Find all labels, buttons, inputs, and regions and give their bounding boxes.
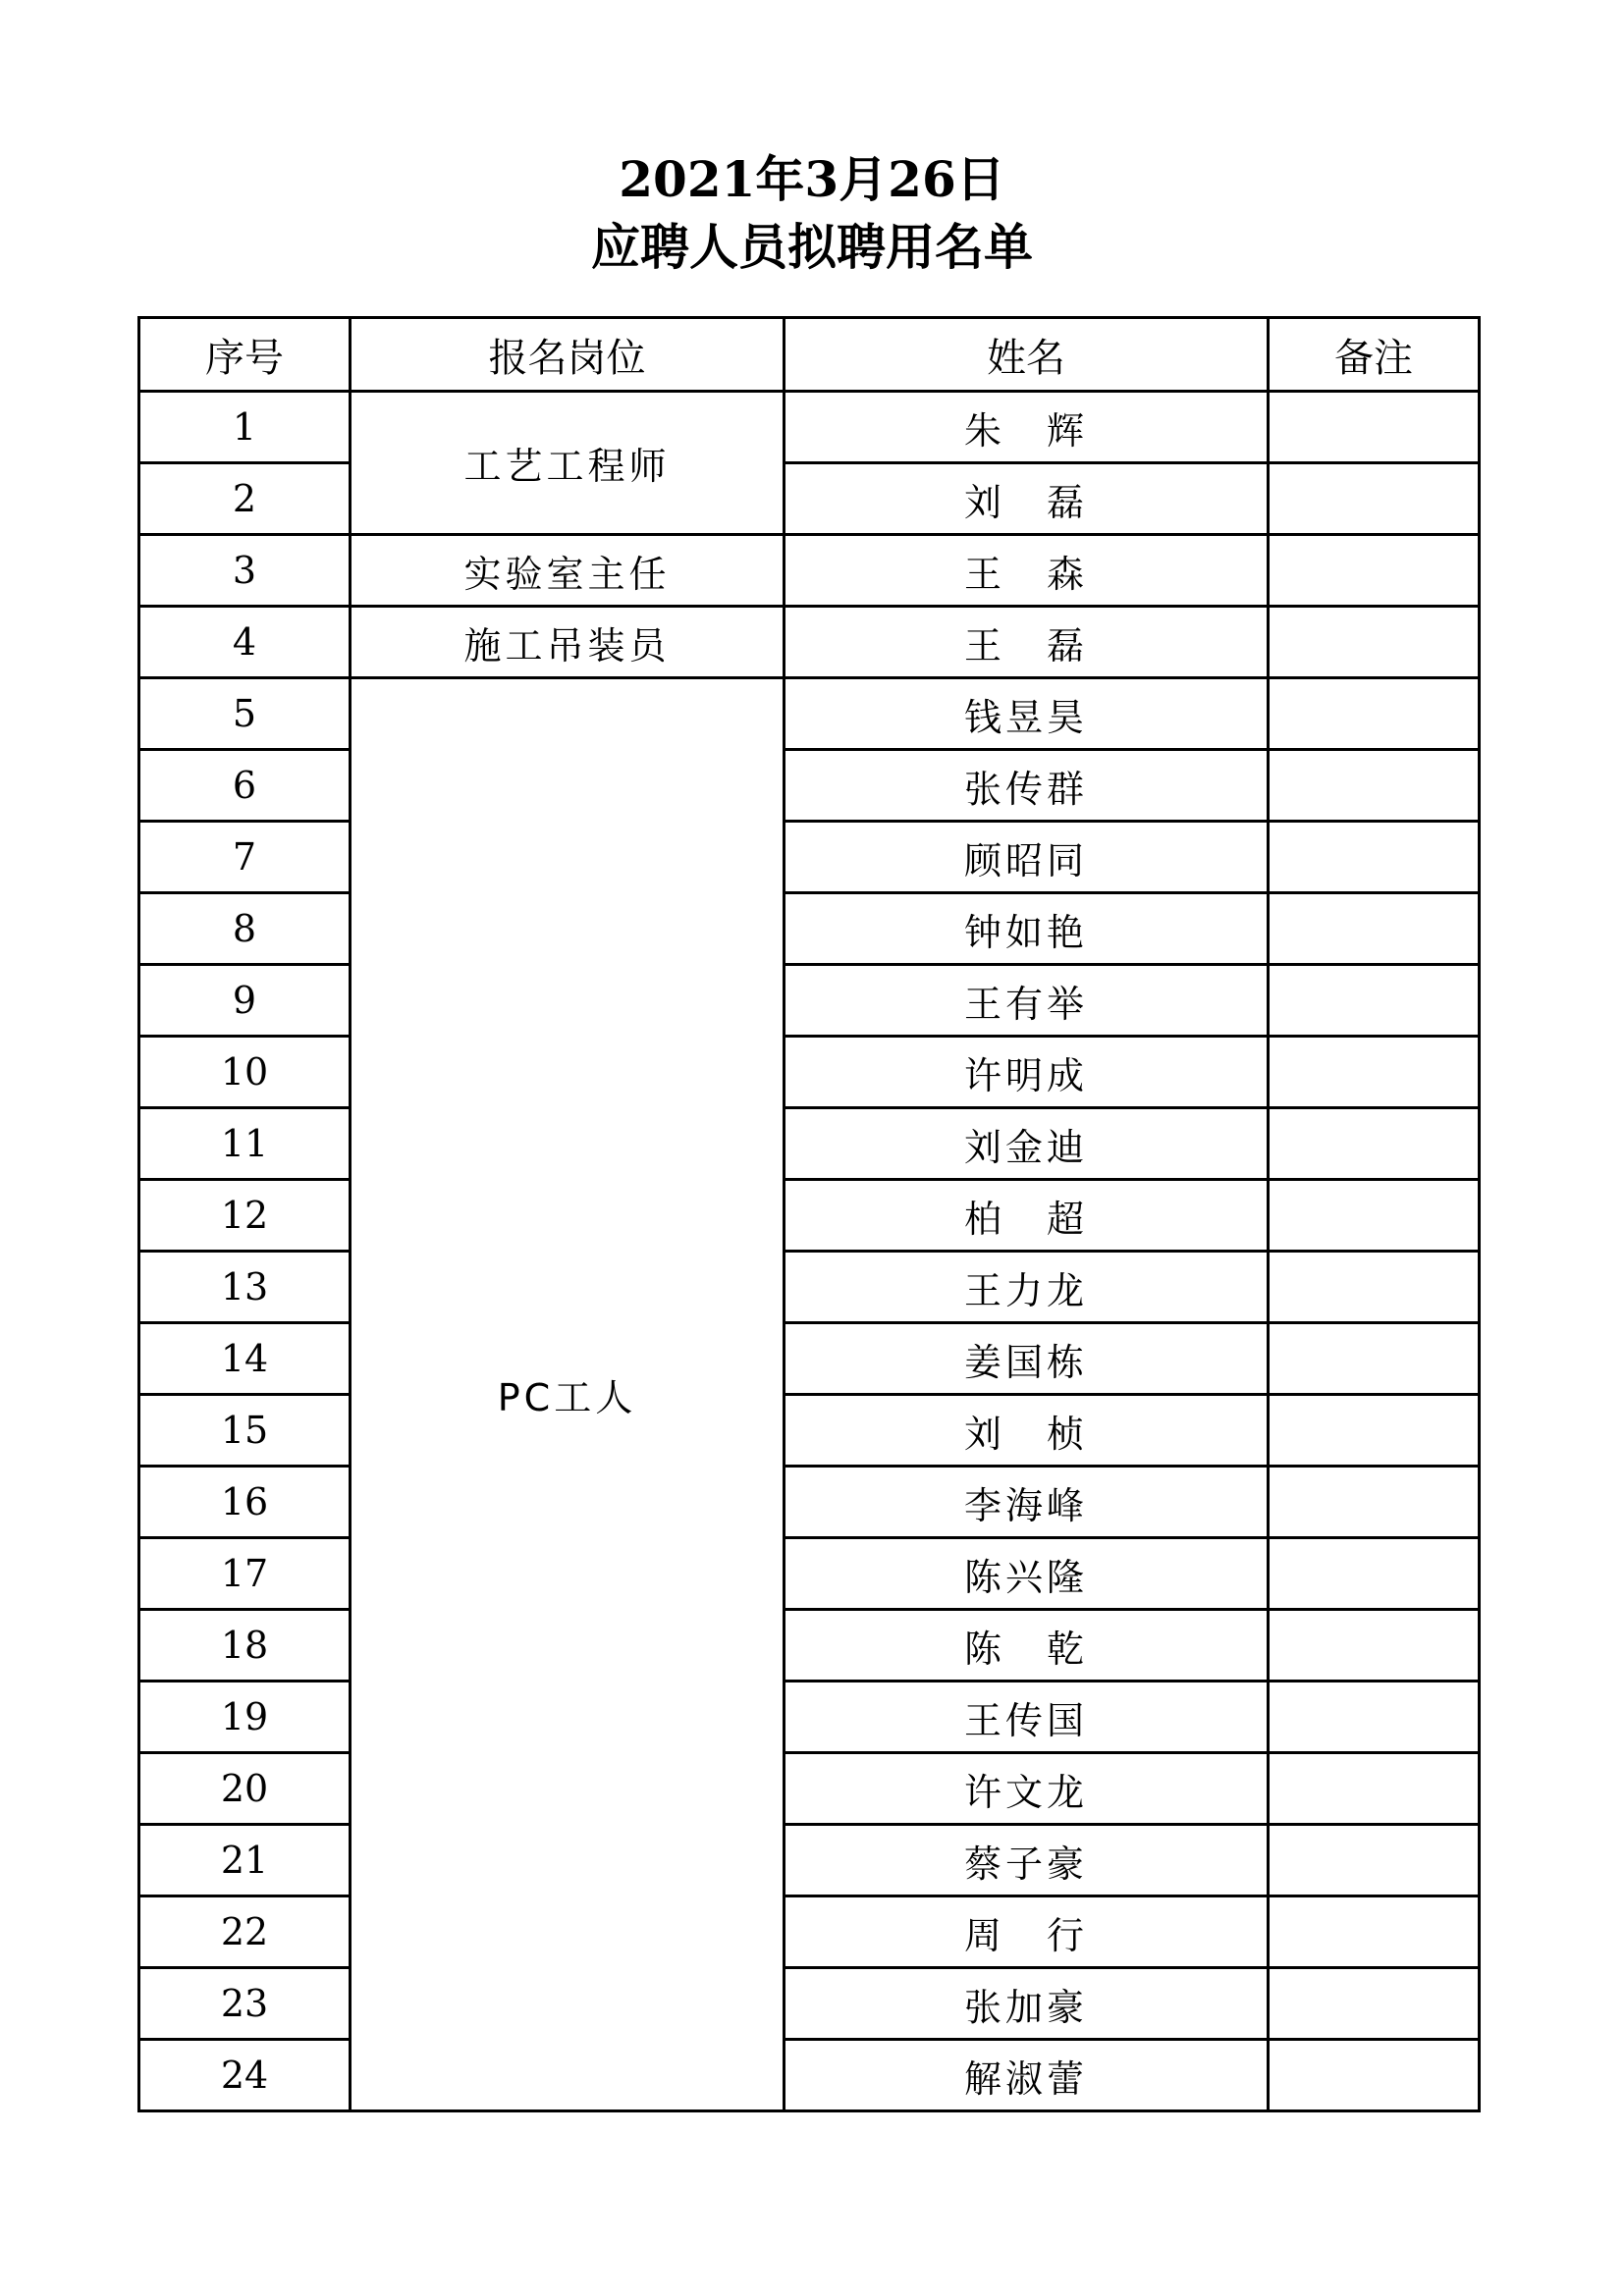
name-cell: 刘金迪 (785, 1108, 1269, 1180)
remarks-cell (1269, 1825, 1480, 1896)
position-cell: PC工人 (351, 678, 785, 2111)
table-row (139, 893, 1480, 965)
header-serial-number: 序号 (139, 318, 351, 392)
remarks-cell (1269, 2040, 1480, 2111)
remarks-cell (1269, 1180, 1480, 1252)
serial-number-cell: 13 (139, 1252, 351, 1323)
remarks-cell (1269, 1610, 1480, 1682)
serial-number-cell: 11 (139, 1108, 351, 1180)
remarks-cell (1269, 463, 1480, 535)
serial-number-cell: 17 (139, 1538, 351, 1610)
name-cell: 张传群 (785, 750, 1269, 822)
table-row (139, 1180, 1480, 1252)
name-cell: 王有举 (785, 965, 1269, 1037)
serial-number-cell: 23 (139, 1968, 351, 2040)
serial-number-cell: 3 (139, 535, 351, 607)
remarks-cell (1269, 1968, 1480, 2040)
remarks-cell (1269, 1108, 1480, 1180)
serial-number-cell: 14 (139, 1323, 351, 1395)
name-cell: 陈 乾 (785, 1610, 1269, 1682)
table-row (139, 535, 1480, 607)
name-cell: 王 磊 (785, 607, 1269, 678)
serial-number-cell: 1 (139, 392, 351, 463)
remarks-cell (1269, 1753, 1480, 1825)
remarks-cell (1269, 750, 1480, 822)
serial-number-cell: 24 (139, 2040, 351, 2111)
remarks-cell (1269, 1395, 1480, 1467)
serial-number-cell: 20 (139, 1753, 351, 1825)
name-cell: 许明成 (785, 1037, 1269, 1108)
serial-number-cell: 5 (139, 678, 351, 750)
table-row (139, 965, 1480, 1037)
serial-number-cell: 7 (139, 822, 351, 893)
serial-number-cell: 18 (139, 1610, 351, 1682)
name-cell: 陈兴隆 (785, 1538, 1269, 1610)
remarks-cell (1269, 1037, 1480, 1108)
position-cell: 施工吊装员 (351, 607, 785, 678)
table-row (139, 1538, 1480, 1610)
remarks-cell (1269, 1252, 1480, 1323)
table-row (139, 1610, 1480, 1682)
name-cell: 顾昭同 (785, 822, 1269, 893)
table-row (139, 1682, 1480, 1753)
document-title: 应聘人员拟聘用名单 (591, 218, 1033, 276)
table-row (139, 1252, 1480, 1323)
table-row (139, 1825, 1480, 1896)
table-row (139, 607, 1480, 678)
table-row (139, 1467, 1480, 1538)
remarks-cell (1269, 893, 1480, 965)
remarks-cell (1269, 392, 1480, 463)
name-cell: 王力龙 (785, 1252, 1269, 1323)
name-cell: 刘 桢 (785, 1395, 1269, 1467)
remarks-cell (1269, 822, 1480, 893)
remarks-cell (1269, 607, 1480, 678)
name-cell: 钱昱昊 (785, 678, 1269, 750)
remarks-cell (1269, 678, 1480, 750)
table-row (139, 1395, 1480, 1467)
table-row (139, 1896, 1480, 1968)
name-cell: 李海峰 (785, 1467, 1269, 1538)
hiring-roster-table (137, 316, 1481, 2112)
name-cell: 朱 辉 (785, 392, 1269, 463)
name-cell: 刘 磊 (785, 463, 1269, 535)
name-cell: 张加豪 (785, 1968, 1269, 2040)
serial-number-cell: 15 (139, 1395, 351, 1467)
position-cell: 工艺工程师 (351, 392, 785, 535)
serial-number-cell: 12 (139, 1180, 351, 1252)
remarks-cell (1269, 535, 1480, 607)
name-cell: 蔡子豪 (785, 1825, 1269, 1896)
name-cell: 周 行 (785, 1896, 1269, 1968)
table-row (139, 1037, 1480, 1108)
remarks-cell (1269, 965, 1480, 1037)
serial-number-cell: 10 (139, 1037, 351, 1108)
serial-number-cell: 19 (139, 1682, 351, 1753)
position-cell: 实验室主任 (351, 535, 785, 607)
header-name: 姓名 (785, 318, 1269, 392)
name-cell: 王传国 (785, 1682, 1269, 1753)
table-row (139, 1753, 1480, 1825)
table-row (139, 822, 1480, 893)
document-title-date: 2021年3月26日 (619, 150, 1005, 208)
table-row (139, 392, 1480, 463)
table-row (139, 463, 1480, 535)
name-cell: 柏 超 (785, 1180, 1269, 1252)
table-header-row (139, 318, 1480, 392)
table-row (139, 750, 1480, 822)
header-position: 报名岗位 (351, 318, 785, 392)
name-cell: 钟如艳 (785, 893, 1269, 965)
serial-number-cell: 16 (139, 1467, 351, 1538)
table-row (139, 1108, 1480, 1180)
serial-number-cell: 22 (139, 1896, 351, 1968)
name-cell: 姜国栋 (785, 1323, 1269, 1395)
remarks-cell (1269, 1467, 1480, 1538)
serial-number-cell: 2 (139, 463, 351, 535)
table-row (139, 1323, 1480, 1395)
serial-number-cell: 8 (139, 893, 351, 965)
serial-number-cell: 9 (139, 965, 351, 1037)
serial-number-cell: 4 (139, 607, 351, 678)
name-cell: 王 森 (785, 535, 1269, 607)
remarks-cell (1269, 1538, 1480, 1610)
name-cell: 解淑蕾 (785, 2040, 1269, 2111)
table-row (139, 2040, 1480, 2111)
serial-number-cell: 6 (139, 750, 351, 822)
header-remarks: 备注 (1269, 318, 1480, 392)
table-body (139, 392, 1480, 2111)
serial-number-cell: 21 (139, 1825, 351, 1896)
table-row (139, 1968, 1480, 2040)
table-row (139, 678, 1480, 750)
name-cell: 许文龙 (785, 1753, 1269, 1825)
remarks-cell (1269, 1682, 1480, 1753)
remarks-cell (1269, 1896, 1480, 1968)
remarks-cell (1269, 1323, 1480, 1395)
